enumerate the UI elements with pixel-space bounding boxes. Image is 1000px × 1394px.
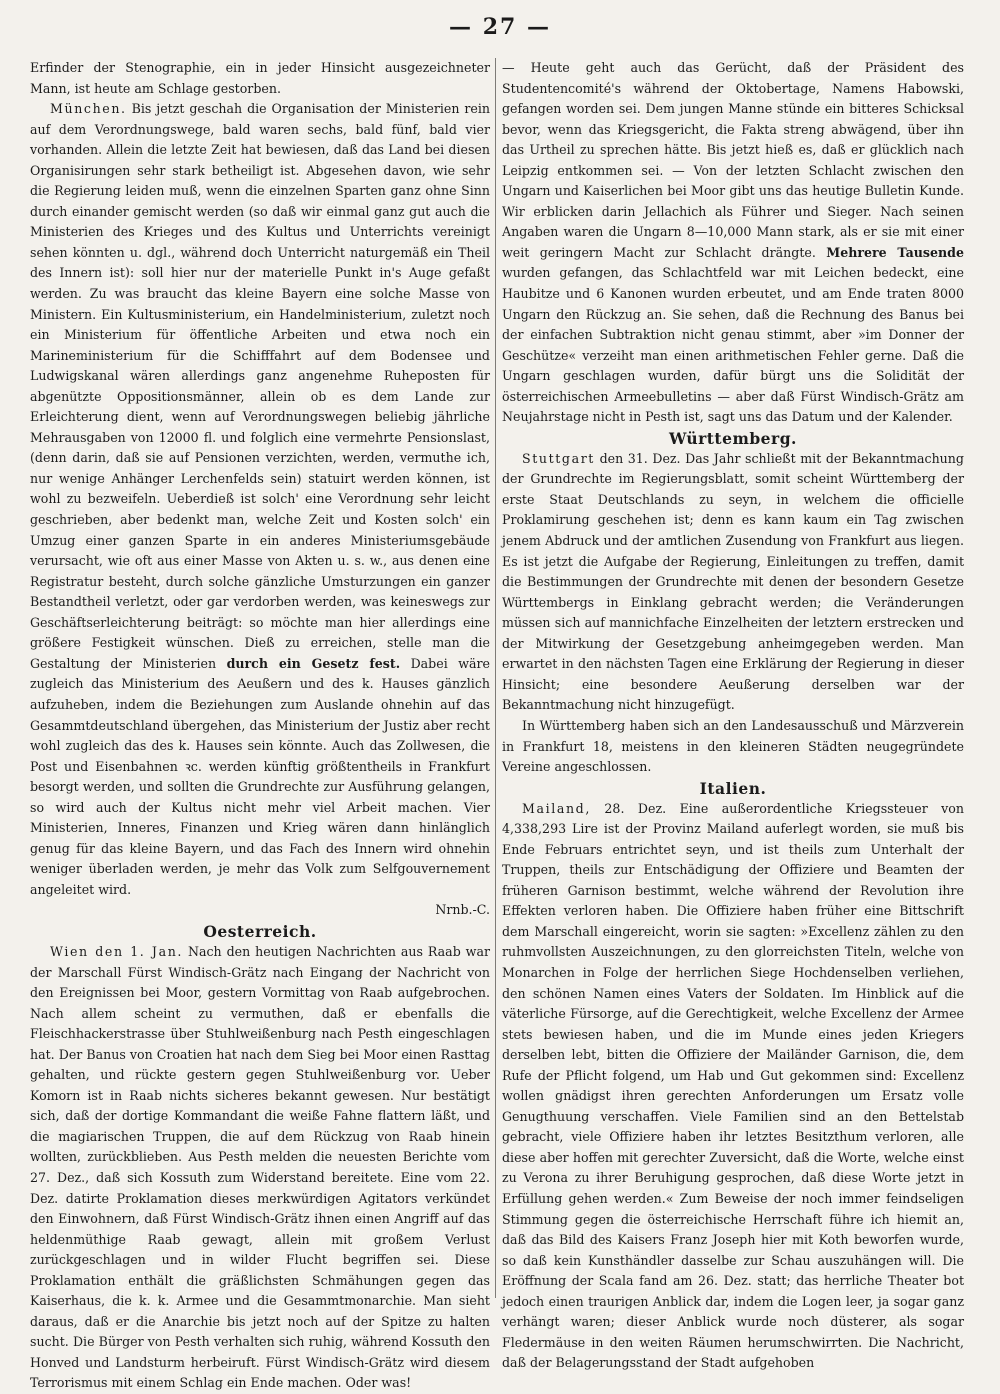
- article-text: — Heute geht auch das Gerücht, daß der Präsident des Studentencomité's während der Oktobertage, Namens Habowski, gefangen worden sei. Dem jungen Manne stünde ein bitteres Schicksal bevor, wenn das Kriegsgericht, die Fakta streng abwägend, über ihn das Urtheil zu sprechen hätte. Bis jetzt hieß es, daß er glücklich nach Leipzig entkommen sei. — Von der letzten Schlacht zwischen den Ungarn und Kaiserlichen bei Moor gibt uns das heutige Bulletin Kunde. Wir erblicken darin Jellachich als Führer und Sieger. Nach seinen Angaben waren die Ungarn 8—10,000 Mann stark, als er sie mit einer weit geringern Macht zur Schlacht drängte.: [502, 60, 964, 260]
- article-text: Bis jetzt geschah die Organisation der Ministerien rein auf dem Verordnungswege, bald waren sechs, bald fünf, bald vier vorhanden. Allein die letzte Zeit hat bewiesen, daß das Land bei diesen Organisirungen sehr stark betheiligt ist. Abgesehen davon, wie sehr die Regierung leiden muß, wenn die einzelnen Sparten ganz ohne Sinn durch einander gemischt werden (so daß wir einmal ganz gut auch die Ministerien des Krieges und des Kultus und Unterrichts vereinigt sehen könnten u. dgl., während doch Unterricht naturgemäß ein Theil des Innern ist): soll hier nur der materielle Punkt in's Auge gefaßt werden. Zu was braucht das kleine Bayern eine solche Masse von Ministern. Ein Kultusministerium, ein Handelministerium, zuletzt noch ein Ministerium für öffentliche Arbeiten und etwa noch ein Marineministerium für die Schifffahrt auf dem Bodensee und Ludwigskanal wären allerdings ganz angenehme Ruheposten für abgenützte Oppositionsmänner, allein ob es dem Lande zur Erleichterung dient, wenn auf Verordnungswegen beliebig jährliche Mehrausgaben von 12000 fl. und folglich eine vermehrte Pensionslast, (denn darin, daß sie auf Pensionen verzichten, werden, vermuthe ich, nur wenige Anhänger Lerchenfelds sein) statuirt werden können, ist wohl zu bezweifeln. Ueberdieß ist solch' eine Verordnung sehr leicht geschrieben, aber bedenkt man, welche Zeit und Kosten solch' ein Umzug einer ganzen Sparte in ein anderes Ministeriumsgebäude verursacht, wie oft aus einer Masse von Akten u. s. w., aus denen eine Registratur besteht, durch solche gänzliche Umsturzungen ein ganzer Bestandtheil verletzt, oder gar verdorben werden, was keineswegs zur Geschäftserleichterung beiträgt: so möchte man hier allerdings eine größere Festigkeit wünschen. Dieß zu erreichen, stelle man die Gestaltung der Ministerien: [30, 101, 490, 671]
- article-stuttgart: [502, 449, 964, 716]
- article-wien: [30, 942, 490, 1394]
- dateline-place: Mailand,: [522, 800, 591, 816]
- right-column: [502, 58, 964, 1371]
- dateline-place: Stuttgart: [522, 450, 595, 466]
- article-muenchen: [30, 99, 490, 921]
- left-column: [30, 58, 490, 1391]
- section-heading-italien: Italien.: [699, 778, 767, 798]
- dateline-date: den 31. Dez.: [599, 450, 681, 466]
- article-news-item: [502, 58, 964, 428]
- article-text: Das Jahr schließt mit der Bekanntmachung der Grundrechte im Regierungsblatt, somit scheint Württemberg der erste Staat Deutschlands zu seyn, in welchem die officielle Proklamirung geschehen ist; denn es kann kaum ein Tag zwischen jenem Abdruck und der amtlichen Zusendung von Frankfurt aus liegen. Es ist jetzt die Aufgabe der Regierung, Einleitungen zu treffen, damit die Bestimmungen der Grundrechte mit denen der besondern Gesetze Württembergs in Einklang gebracht werden; die Veränderungen müssen sich auf mannichfache Einzelheiten der letztern erstrecken und der Mitwirkung der Gesetzgebung anheimgegeben werden. Man erwartet in den nächsten Tagen eine Erklärung der Regierung in dieser Hinsicht; eine besondere Aeußerung derselben war der Bekanntmachung nicht hinzugefügt.: [502, 450, 964, 713]
- emphasis-text: durch ein Gesetz fest.: [226, 655, 401, 671]
- dateline-place: München.: [50, 101, 127, 117]
- dateline-place: Wien den 1. Jan.: [50, 943, 184, 959]
- article-text: Nach den heutigen Nachrichten aus Raab war der Marschall Fürst Windisch-Grätz nach Eingang der Nachricht von den Ereignissen bei Moor, gestern Vormittag von Raab aufgebrochen. Nach allem scheint zu vermuthen, daß er ebenfalls die Fleischhackerstrasse über Stuhlweißenburg nach Pesth eingeschlagen hat. Der Banus von Croatien hat nach dem Sieg bei Moor einen Rasttag gehalten, und rückte gestern gegen Stuhlweißenburg vor. Ueber Komorn ist in Raab nichts sicheres bekannt gewesen. Nur bestätigt sich, daß der dortige Kommandant die weiße Fahne flattern läßt, und die magiarischen Truppen, die auf dem Rückzug von Raab hinein wollten, zurückblieben. Aus Pesth melden die neuesten Berichte vom 27. Dez., daß sich Kossuth zum Widerstand bereitete. Eine vom 22. Dez. datirte Proklamation dieses merkwürdigen Agitators verkündet den Einwohnern, daß Fürst Windisch-Grätz ihnen einen Angriff auf das heldenmüthige Raab gewagt, allein mit großem Verlust zurückgeschlagen und in wilder Flucht begriffen sei. Diese Proklamation enthält die gräßlichsten Schmähungen gegen das Kaiserhaus, die k. k. Armee und die Gesammtmonarchie. Man sieht daraus, daß er die Anarchie bis jetzt noch auf der Spitze zu halten sucht. Die Bürger von Pesth verhalten sich ruhig, während Kossuth den Honved und Landsturm herbeiruft. Fürst Windisch-Grätz wird diesem Terrorismus mit einem Schlag ein Ende machen. Oder was!: [30, 943, 490, 1391]
- page-number: — 27 —: [449, 14, 551, 40]
- article-text: wurden gefangen, das Schlachtfeld war mit Leichen bedeckt, eine Haubitze und 6 Kanonen wurden erbeutet, und am Ende traten 8000 Ungarn den Rückzug an. Sie sehen, daß die Rechnung des Banus bei der einfachen Subtraktion nicht genau stimmt, aber »im Donner der Geschütze« verzeiht man einen arithmetischen Fehler gerne. Daß die Ungarn geschlagen wurden, dafür bürgt uns die Solidität der österreichischen Armeebulletins — aber daß Fürst Windisch-Grätz am Neujahrstage nicht in Pesth ist, sagt uns das Datum und der Kalender.: [502, 265, 964, 425]
- column-divider: [495, 58, 496, 1298]
- article-wuerttemberg-vereine: In Württemberg haben sich an den Landesausschuß und Märzverein in Frankfurt 18, meistens in den kleineren Städten neugegründete Vereine angeschlossen.: [502, 717, 964, 775]
- source-signature: Nrnb.-C.: [435, 902, 490, 918]
- emphasis-text: Mehrere Tausende: [826, 244, 964, 260]
- section-heading-oesterreich: Oesterreich.: [203, 921, 317, 941]
- article-text: Eine außerordentliche Kriegssteuer von 4,338,293 Lire ist der Provinz Mailand auferlegt worden, sie muß bis Ende Februars entrichtet seyn, und ist theils zum Unterhalt der Truppen, theils zur Entschädigung der Offiziere und Beamten der früheren Garnison bestimmt, welche während der Revolution ihre Effekten verloren haben. Die Offiziere haben früher eine Bittschrift dem Marschall eingereicht, worin sie sagten: »Excellenz zählen zu den ruhmvollsten Auszeichnungen, zu den glorreichsten Titeln, welche von Monarchen in Folge der herrlichen Siege Hochdenselben verliehen, den schönen Namen eines Vaters der Soldaten. Im Hinblick auf die väterliche Fürsorge, auf die Gerechtigkeit, welche Excellenz der Armee stets bewiesen haben, und die im Munde eines jeden Kriegers derselben lebt, bitten die Offiziere der Mailänder Garnison, die, dem Rufe der Pflicht folgend, um Hab und Gut gekommen sind: Excellenz wollen gnädigst ihren gerechten Anforderungen um Ersatz volle Genugthuung verschaffen. Viele Familien sind an den Bettelstab gebracht, viele Offiziere haben ihr letztes Besitzthum verloren, alle diese aber hoffen mit gerechter Zuversicht, daß die Worte, welche einst zu Verona zu ihrer Beruhigung gesprochen, daß diese Worte jetzt in Erfüllung gehen werden.« Zum Beweise der noch immer feindseligen Stimmung gegen die österreichische Herrschaft führe ich hiemit an, daß das Bild des Kaisers Franz Joseph hier mit Koth beworfen wurde, so daß kein Kunsthändler dasselbe zur Schau auszuhängen will. Die Eröffnung der Scala fand am 26. Dez. statt; das herrliche Theater bot jedoch einen traurigen Anblick dar, indem die Logen leer, ja sogar ganz verhängt waren; dieser Anblick wurde noch düsterer, als sogar Fledermäuse in den weiten Räumen herumschwirrten. Die Nachricht, daß der Belagerungsstand der Stadt aufgehoben: [502, 800, 964, 1371]
- section-heading-wuerttemberg: Württemberg.: [669, 428, 797, 448]
- article-mailand: [502, 799, 964, 1374]
- dateline-date: 28. Dez.: [604, 800, 667, 816]
- article-text: Dabei wäre zugleich das Ministerium des Aeußern und des k. Hauses gänzlich aufzuheben, indem die Beziehungen zum Auslande ohnehin auf das Gesammtdeutschland übergehen, das Ministerium der Justiz aber recht wohl zugleich das des k. Hauses sein könnte. Auch das Zollwesen, die Post und Eisenbahnen ꝛc. werden künftig größtentheils in Frankfurt besorgt werden, und sollten die Grundrechte zur Ausführung gelangen, so wird auch der Kultus nicht mehr viel Arbeit machen. Vier Ministerien, Inneres, Finanzen und Krieg wären dann hinlänglich genug für das kleine Bayern, und das Fach des Innern wird ohnehin weniger überladen werden, je mehr das Volk zum Selfgouvernement angeleitet wird.: [30, 655, 490, 897]
- article-continuation: Erfinder der Stenographie, ein in jeder Hinsicht ausgezeichneter Mann, ist heute am Schlage gestorben.: [30, 60, 490, 96]
